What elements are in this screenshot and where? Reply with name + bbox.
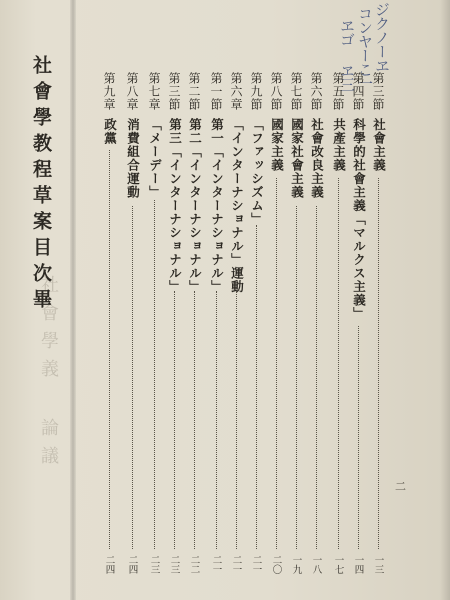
toc-entry-page: 二二 [188,555,200,574]
toc-dot-leader [338,178,339,549]
toc-entry-title: 共產主義 [331,118,347,172]
toc-dot-leader [256,225,257,549]
toc-entry-page: 二〇 [270,555,282,574]
toc-dot-leader [216,291,217,550]
toc-entry-page: 一三 [372,555,384,574]
toc-dot-leader [132,206,133,549]
toc-entry-page: 一九 [290,555,302,574]
toc-entry-page: 二一 [230,555,242,574]
toc-entry-title: 科學的社會主義「マルクス主義」 [351,118,367,321]
toc-entry-page: 一八 [310,555,322,574]
toc-entry-title: 第二「インターナショナル」 [187,118,203,294]
toc-entry-page: 二三 [168,555,180,574]
toc-entry-label: 第三節 [371,72,385,111]
handwritten-note-1: ジクノーヱ [373,2,391,72]
toc-entry-page: 一七 [332,555,344,574]
toc-entry-title: 「ファッシズム」 [249,118,265,226]
toc-entry-title: 消費組合運動 [125,118,141,199]
page-fold [70,0,76,600]
page-title: 社會學教程草案目次畢 [30,55,52,315]
toc-entry-page: 一四 [352,555,364,574]
toc-dot-leader [276,178,277,549]
page-number: 二 [395,480,406,493]
toc-entry-label: 第六章 [229,72,243,111]
toc-entry-label: 第八節 [269,72,283,111]
toc-entry-title: 第三「インターナショナル」 [167,118,183,294]
toc-entry-label: 第二節 [187,72,201,111]
toc-dot-leader [236,291,237,550]
toc-dot-leader [358,326,359,549]
toc-entry-label: 第九節 [249,72,263,111]
toc-dot-leader [154,200,155,549]
toc-entry-page: 二四 [126,555,138,574]
toc-entry-title: 「メーデー」 [147,118,163,199]
handwritten-note-3: ヱゴ ヱ三 [338,18,356,91]
toc-entry-label: 第三節 [167,72,181,111]
toc-entry-label: 第六節 [309,72,323,111]
toc-entry-label: 第七章 [147,72,161,111]
toc-entry-label: 第八章 [125,72,139,111]
toc-entry-label: 第九章 [102,72,116,111]
toc-dot-leader [174,291,175,550]
page-edge-shadow [440,0,450,600]
handwritten-note-2: コンヤーこ一 [356,6,374,90]
toc-entry-title: 社會主義 [371,118,387,172]
bleed-through-text: 社會學義 論議 [38,275,59,474]
toc-entry-label: 第一節 [209,72,223,111]
toc-entry-title: 國家主義 [269,118,285,172]
toc-dot-leader [378,178,379,549]
toc-dot-leader [194,291,195,550]
toc-entry-title: 第一「インターナショナル」 [209,118,225,294]
toc-entry-page: 二一 [250,555,262,574]
toc-entry-page: 二一 [210,555,222,574]
toc-entry-page: 二四 [103,555,115,574]
toc-entry-label: 第四節 [351,72,365,111]
toc-dot-leader [296,206,297,549]
toc-dot-leader [109,150,110,549]
toc-dot-leader [316,206,317,549]
toc-entry-title: 政黨 [102,118,118,145]
toc-entry-page: 二三 [148,555,160,574]
toc-entry-title: 「インターナショナル」運動 [229,118,245,294]
toc-entry-title: 國家社會主義 [289,118,305,199]
toc-entry-label: 第五節 [331,72,345,111]
toc-entry-label: 第七節 [289,72,303,111]
toc-entry-title: 社會改良主義 [309,118,325,199]
